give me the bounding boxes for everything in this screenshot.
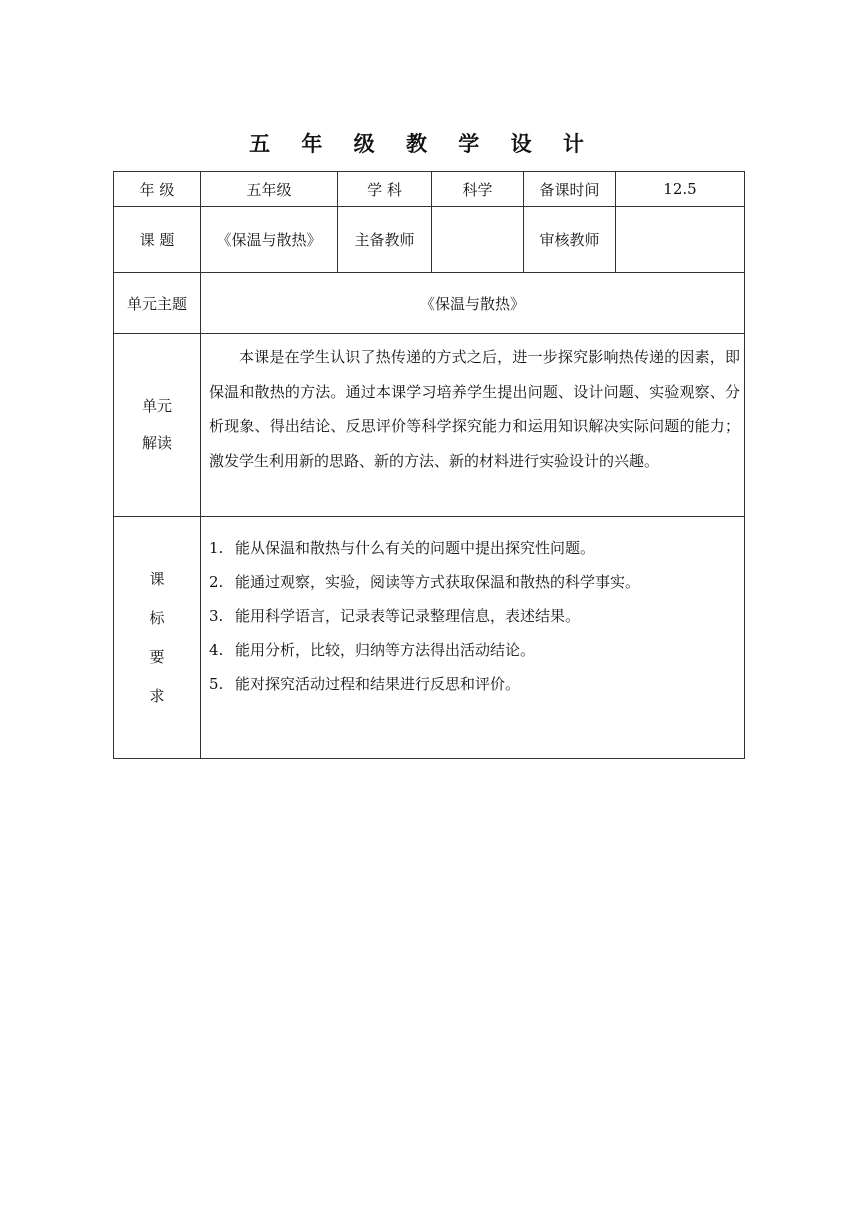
- goal-number: 5.: [209, 675, 224, 693]
- topic-value[interactable]: 《保温与散热》: [201, 207, 338, 273]
- grade-value[interactable]: 五年级: [201, 172, 338, 207]
- curriculum-label-char: 标: [149, 608, 165, 627]
- curriculum-label: [114, 517, 201, 759]
- unit-reading-cell: [201, 334, 745, 517]
- list-item[interactable]: [209, 633, 744, 667]
- goal-text: 能对探究活动过程和结果进行反思和评价。: [235, 675, 521, 693]
- topic-label: 课 题: [114, 207, 201, 273]
- list-item[interactable]: [209, 599, 744, 633]
- lead-teacher-value[interactable]: [432, 207, 524, 273]
- unit-theme-row: [114, 273, 745, 334]
- unit-reading-text[interactable]: 本课是在学生认识了热传递的方式之后，进一步探究影响热传递的因素，即保温和散热的方法。通过本课学习培养学生提出问题、设计问题、实验观察、分析现象、得出结论、反思评价等科学探究能力和运用知识解决实际问题的能力；激发学生利用新的思路、新的方法、新的材料进行实验设计的兴趣。: [209, 348, 740, 470]
- list-item[interactable]: [209, 531, 744, 565]
- goal-text: 能用科学语言，记录表等记录整理信息，表述结果。: [235, 607, 581, 625]
- goal-text: 能通过观察，实验，阅读等方式获取保温和散热的科学事实。: [235, 573, 641, 591]
- curriculum-row: [114, 517, 745, 759]
- unit-theme-value[interactable]: 《保温与散热》: [201, 273, 745, 334]
- unit-reading-label-line1: 单元: [141, 397, 172, 415]
- goal-text: 能用分析，比较，归纳等方法得出活动结论。: [235, 641, 536, 659]
- unit-reading-row: [114, 334, 745, 517]
- subject-value[interactable]: 科学: [432, 172, 524, 207]
- goal-number: 1.: [209, 539, 224, 557]
- header-row: [114, 172, 745, 207]
- document-title: 五 年 级 教 学 设 计: [249, 132, 596, 156]
- goal-number: 4.: [209, 641, 224, 659]
- reviewer-label: 审核教师: [524, 207, 616, 273]
- subject-label: 学 科: [338, 172, 432, 207]
- goal-number: 3.: [209, 607, 224, 625]
- curriculum-goals-list: [201, 517, 744, 701]
- curriculum-label-char: 求: [149, 686, 165, 705]
- goal-number: 2.: [209, 573, 224, 591]
- topic-row: [114, 207, 745, 273]
- grade-label: 年 级: [114, 172, 201, 207]
- unit-reading-label-line2: 解读: [141, 434, 172, 452]
- unit-theme-label: 单元主题: [114, 273, 201, 334]
- curriculum-label-char: 要: [149, 647, 165, 666]
- lead-teacher-label: 主备教师: [338, 207, 432, 273]
- curriculum-label-char: 课: [149, 569, 165, 588]
- unit-reading-label: [114, 334, 201, 517]
- prep-time-label: 备课时间: [524, 172, 616, 207]
- list-item[interactable]: [209, 667, 744, 701]
- goal-text: 能从保温和散热与什么有关的问题中提出探究性问题。: [235, 539, 596, 557]
- reviewer-value[interactable]: [616, 207, 745, 273]
- list-item[interactable]: [209, 565, 744, 599]
- prep-time-value[interactable]: 12.5: [616, 172, 745, 207]
- curriculum-goals-cell: [201, 517, 745, 759]
- lesson-plan-table: [113, 171, 745, 759]
